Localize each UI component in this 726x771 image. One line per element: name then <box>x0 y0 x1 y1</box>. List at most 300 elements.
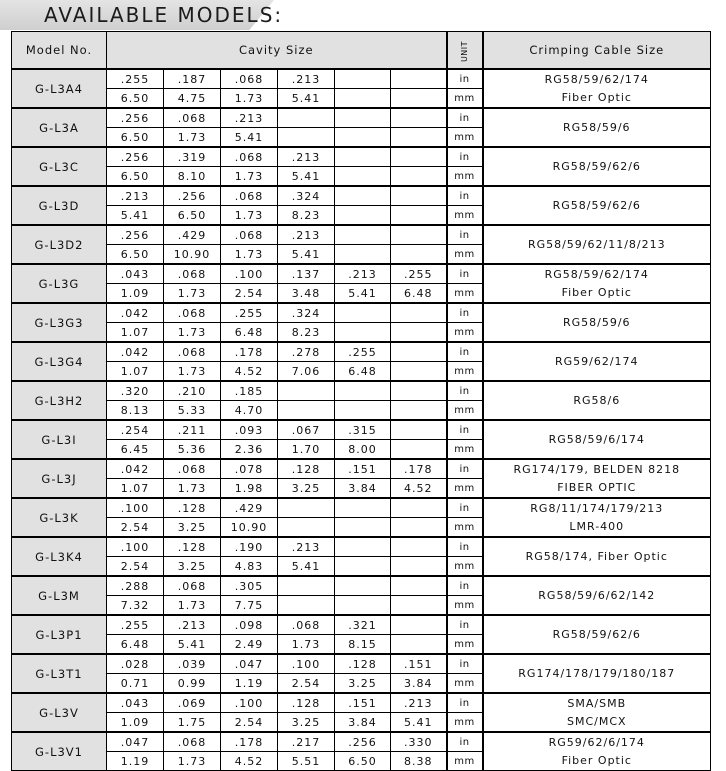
model-number: G-L3K <box>12 498 107 537</box>
cavity-value-mm <box>391 323 447 343</box>
cavity-value-mm: 1.75 <box>164 713 221 733</box>
model-row-in <box>12 615 711 635</box>
unit-in: in <box>447 615 483 635</box>
cavity-value-in <box>335 381 391 401</box>
cavity-value-mm: 6.45 <box>107 440 164 460</box>
cavity-value-in <box>391 303 447 323</box>
cavity-value-in <box>391 615 447 635</box>
cable-line: RG58/59/6 <box>562 120 631 134</box>
cavity-value-mm: 1.09 <box>107 284 164 304</box>
unit-in: in <box>447 537 483 557</box>
cavity-value-mm <box>391 362 447 382</box>
cavity-value-in <box>335 303 391 323</box>
model-number: G-L3I <box>12 420 107 459</box>
model-row-in <box>12 576 711 596</box>
unit-mm: mm <box>447 362 483 382</box>
model-number: G-L3T1 <box>12 654 107 693</box>
cavity-value-in: .255 <box>335 342 391 362</box>
cavity-value-in: .429 <box>164 225 221 245</box>
crimping-cable-size <box>483 108 711 147</box>
cavity-value-in: .288 <box>107 576 164 596</box>
header-cavity-size: Cavity Size <box>107 32 447 70</box>
cavity-value-mm <box>335 89 391 109</box>
cavity-value-mm: 8.10 <box>164 167 221 187</box>
header-model: Model No. <box>12 32 107 70</box>
model-row-in <box>12 732 711 752</box>
cavity-value-in: .047 <box>221 654 278 674</box>
cavity-value-in: .255 <box>221 303 278 323</box>
cavity-value-mm <box>278 128 335 148</box>
cavity-value-in <box>335 576 391 596</box>
cavity-value-in: .429 <box>221 498 278 518</box>
cavity-value-in <box>278 498 335 518</box>
header-unit: UNIT <box>447 32 483 70</box>
cavity-value-mm: 4.52 <box>391 479 447 499</box>
cavity-value-mm <box>391 89 447 109</box>
unit-in: in <box>447 654 483 674</box>
cable-line: RG58/59/62/6 <box>552 627 641 641</box>
model-number: G-L3G4 <box>12 342 107 381</box>
cavity-value-mm: 7.06 <box>278 362 335 382</box>
cavity-value-in: .278 <box>278 342 335 362</box>
cavity-value-mm: 1.19 <box>221 674 278 694</box>
cable-line: RG59/62/174 <box>554 354 639 368</box>
unit-in: in <box>447 108 483 128</box>
cavity-value-mm: 2.54 <box>278 674 335 694</box>
cavity-value-in: .256 <box>164 186 221 206</box>
cavity-value-in: .042 <box>107 303 164 323</box>
cavity-value-in <box>335 69 391 89</box>
model-number: G-L3A <box>12 108 107 147</box>
cavity-value-mm: 3.84 <box>335 479 391 499</box>
cavity-value-mm: 0.71 <box>107 674 164 694</box>
cavity-value-in: .043 <box>107 693 164 713</box>
model-number: G-L3K4 <box>12 537 107 576</box>
crimping-cable-size <box>483 537 711 576</box>
cavity-value-in <box>391 186 447 206</box>
cable-line: LMR-400 <box>569 519 625 533</box>
cable-line: RG58/6 <box>573 393 621 407</box>
crimping-cable-size <box>483 420 711 459</box>
cavity-value-in: .178 <box>221 732 278 752</box>
cavity-value-in: .213 <box>221 108 278 128</box>
cable-line: RG58/59/62/174 <box>544 72 649 86</box>
cavity-value-in: .255 <box>107 69 164 89</box>
header-row <box>12 32 711 70</box>
unit-in: in <box>447 576 483 596</box>
cavity-value-mm: 1.07 <box>107 362 164 382</box>
cavity-value-in: .213 <box>278 69 335 89</box>
unit-in: in <box>447 732 483 752</box>
cavity-value-mm <box>391 401 447 421</box>
cavity-value-mm: 7.32 <box>107 596 164 616</box>
model-row-in <box>12 498 711 518</box>
cavity-value-in <box>335 225 391 245</box>
cable-line: RG58/59/62/6 <box>552 198 641 212</box>
cavity-value-mm: 5.51 <box>278 752 335 771</box>
model-row-in <box>12 225 711 245</box>
cavity-value-in: .151 <box>335 693 391 713</box>
unit-mm: mm <box>447 401 483 421</box>
cavity-value-in: .068 <box>164 576 221 596</box>
cavity-value-mm: 10.90 <box>221 518 278 538</box>
crimping-cable-size <box>483 264 711 303</box>
header-crimping-cable: Crimping Cable Size <box>483 32 711 70</box>
cavity-value-mm <box>335 206 391 226</box>
cavity-value-in: .068 <box>164 342 221 362</box>
cavity-value-in <box>335 147 391 167</box>
model-row-in <box>12 303 711 323</box>
cable-line: RG58/59/62/174 <box>544 267 649 281</box>
cavity-value-mm: 5.41 <box>221 128 278 148</box>
unit-mm: mm <box>447 89 483 109</box>
cable-line: Fiber Optic <box>561 753 632 767</box>
cavity-value-in: .255 <box>391 264 447 284</box>
cavity-value-mm: 1.98 <box>221 479 278 499</box>
unit-mm: mm <box>447 752 483 771</box>
cavity-value-in <box>391 381 447 401</box>
cavity-value-mm: 1.09 <box>107 713 164 733</box>
cavity-value-in: .255 <box>107 615 164 635</box>
cavity-value-mm: 1.07 <box>107 323 164 343</box>
crimping-cable-size <box>483 576 711 615</box>
cavity-value-in: .128 <box>164 498 221 518</box>
cavity-value-mm: 5.41 <box>107 206 164 226</box>
cavity-value-mm: 3.84 <box>335 713 391 733</box>
cavity-value-in <box>278 381 335 401</box>
cavity-value-in <box>335 186 391 206</box>
model-row-in <box>12 381 711 401</box>
model-number: G-L3G <box>12 264 107 303</box>
cavity-value-mm: 6.48 <box>221 323 278 343</box>
unit-in: in <box>447 693 483 713</box>
cavity-value-mm: 1.73 <box>164 128 221 148</box>
cavity-value-in: .256 <box>107 147 164 167</box>
model-row-in <box>12 537 711 557</box>
cavity-value-in: .324 <box>278 186 335 206</box>
crimping-cable-size <box>483 654 711 693</box>
cavity-value-in: .213 <box>278 147 335 167</box>
cable-line: RG58/59/62/6 <box>552 159 641 173</box>
cavity-value-mm: 6.50 <box>335 752 391 771</box>
cable-line: Fiber Optic <box>561 285 632 299</box>
cavity-value-in: .068 <box>164 303 221 323</box>
cavity-value-mm: 3.84 <box>391 674 447 694</box>
crimping-cable-size <box>483 693 711 732</box>
cavity-value-in: .078 <box>221 459 278 479</box>
unit-mm: mm <box>447 596 483 616</box>
cable-line: RG174/179, BELDEN 8218 <box>513 462 681 476</box>
cavity-value-mm: 6.48 <box>107 635 164 655</box>
crimping-cable-size <box>483 69 711 108</box>
unit-in: in <box>447 186 483 206</box>
cavity-value-mm <box>391 245 447 265</box>
cavity-value-in: .213 <box>391 693 447 713</box>
cable-line: Fiber Optic <box>561 90 632 104</box>
cavity-value-mm: 6.50 <box>164 206 221 226</box>
cavity-value-in: .100 <box>221 264 278 284</box>
cavity-value-in: .128 <box>278 693 335 713</box>
cavity-value-in <box>335 108 391 128</box>
cavity-value-in: .068 <box>164 459 221 479</box>
unit-in: in <box>447 264 483 284</box>
cavity-value-in: .100 <box>107 498 164 518</box>
cavity-value-in: .178 <box>221 342 278 362</box>
cavity-value-mm: 2.54 <box>221 284 278 304</box>
cavity-value-mm <box>391 440 447 460</box>
cavity-value-in: .217 <box>278 732 335 752</box>
cable-line: RG58/59/62/11/8/213 <box>527 237 666 251</box>
cavity-value-mm: 1.73 <box>164 362 221 382</box>
cavity-value-in: .210 <box>164 381 221 401</box>
cavity-value-in: .100 <box>278 654 335 674</box>
unit-mm: mm <box>447 284 483 304</box>
cavity-value-in: .098 <box>221 615 278 635</box>
model-number: G-L3A4 <box>12 69 107 108</box>
cavity-value-mm: 5.41 <box>278 557 335 577</box>
cavity-value-in <box>391 537 447 557</box>
model-number: G-L3V1 <box>12 732 107 771</box>
model-row-in <box>12 147 711 167</box>
cavity-value-mm: 2.54 <box>107 557 164 577</box>
cavity-value-in <box>391 342 447 362</box>
unit-mm: mm <box>447 635 483 655</box>
cavity-value-mm: 1.73 <box>164 323 221 343</box>
model-number: G-L3J <box>12 459 107 498</box>
cavity-value-in: .100 <box>107 537 164 557</box>
crimping-cable-size <box>483 303 711 342</box>
cavity-value-mm: 1.73 <box>164 479 221 499</box>
unit-mm: mm <box>447 674 483 694</box>
crimping-cable-size <box>483 186 711 225</box>
cavity-value-in: .324 <box>278 303 335 323</box>
cavity-value-in: .213 <box>164 615 221 635</box>
cavity-value-mm <box>335 518 391 538</box>
unit-in: in <box>447 69 483 89</box>
cavity-value-in <box>335 498 391 518</box>
model-row-in <box>12 459 711 479</box>
cavity-value-mm: 5.36 <box>164 440 221 460</box>
cavity-value-in: .256 <box>335 732 391 752</box>
cavity-value-in: .213 <box>335 264 391 284</box>
unit-in: in <box>447 459 483 479</box>
cavity-value-in: .211 <box>164 420 221 440</box>
cable-line: SMC/MCX <box>566 714 627 728</box>
cavity-value-in: .190 <box>221 537 278 557</box>
cavity-value-in: .128 <box>164 537 221 557</box>
crimping-cable-size <box>483 459 711 498</box>
cavity-value-in: .256 <box>107 225 164 245</box>
model-number: G-L3V <box>12 693 107 732</box>
unit-mm: mm <box>447 713 483 733</box>
cavity-value-mm <box>391 518 447 538</box>
cavity-value-in <box>278 108 335 128</box>
unit-mm: mm <box>447 557 483 577</box>
model-number: G-L3C <box>12 147 107 186</box>
cavity-value-in: .213 <box>278 225 335 245</box>
cavity-value-mm <box>335 557 391 577</box>
cavity-value-in: .068 <box>221 225 278 245</box>
unit-mm: mm <box>447 518 483 538</box>
cavity-value-in: .047 <box>107 732 164 752</box>
cavity-value-mm: 2.49 <box>221 635 278 655</box>
cavity-value-in: .067 <box>278 420 335 440</box>
cavity-value-mm: 0.99 <box>164 674 221 694</box>
model-row-in <box>12 264 711 284</box>
model-number: G-L3G3 <box>12 303 107 342</box>
cavity-value-in: .319 <box>164 147 221 167</box>
cavity-value-mm: 2.54 <box>221 713 278 733</box>
unit-in: in <box>447 342 483 362</box>
cavity-value-mm: 4.52 <box>221 362 278 382</box>
cavity-value-mm: 4.75 <box>164 89 221 109</box>
cavity-value-mm: 3.25 <box>164 518 221 538</box>
cavity-value-mm: 5.41 <box>391 713 447 733</box>
cavity-value-in: .042 <box>107 342 164 362</box>
cavity-value-mm <box>335 401 391 421</box>
model-row-in <box>12 654 711 674</box>
cavity-value-in <box>278 576 335 596</box>
cavity-value-mm: 1.73 <box>164 752 221 771</box>
cavity-value-in: .128 <box>278 459 335 479</box>
cavity-value-in: .128 <box>335 654 391 674</box>
model-row-in <box>12 108 711 128</box>
cavity-value-mm: 7.75 <box>221 596 278 616</box>
cavity-value-in: .043 <box>107 264 164 284</box>
unit-mm: mm <box>447 479 483 499</box>
cable-line: RG58/59/6/174 <box>548 432 645 446</box>
cavity-value-in: .028 <box>107 654 164 674</box>
cavity-value-mm <box>391 557 447 577</box>
cavity-value-mm: 4.83 <box>221 557 278 577</box>
cavity-value-in: .213 <box>107 186 164 206</box>
model-number: G-L3M <box>12 576 107 615</box>
cavity-value-mm: 6.48 <box>335 362 391 382</box>
unit-in: in <box>447 225 483 245</box>
model-row-in <box>12 186 711 206</box>
cavity-value-in <box>335 537 391 557</box>
cavity-value-mm <box>335 245 391 265</box>
cavity-value-in <box>391 498 447 518</box>
cable-line: RG59/62/6/174 <box>548 735 645 749</box>
cavity-value-mm: 5.41 <box>335 284 391 304</box>
cavity-value-mm: 3.25 <box>278 713 335 733</box>
unit-mm: mm <box>447 167 483 187</box>
cavity-value-mm: 2.54 <box>107 518 164 538</box>
cavity-value-mm: 3.25 <box>278 479 335 499</box>
cavity-value-in: .185 <box>221 381 278 401</box>
cavity-value-in: .213 <box>278 537 335 557</box>
cable-line: FIBER OPTIC <box>557 480 637 494</box>
cavity-value-mm: 8.00 <box>335 440 391 460</box>
cavity-value-mm: 1.73 <box>164 596 221 616</box>
cavity-value-in: .187 <box>164 69 221 89</box>
cavity-value-in: .068 <box>164 108 221 128</box>
cavity-value-mm <box>335 596 391 616</box>
cavity-value-mm <box>391 635 447 655</box>
cavity-value-mm <box>391 596 447 616</box>
cavity-value-mm: 3.25 <box>335 674 391 694</box>
cavity-value-mm: 1.70 <box>278 440 335 460</box>
crimping-cable-size <box>483 147 711 186</box>
unit-mm: mm <box>447 323 483 343</box>
crimping-cable-size <box>483 615 711 654</box>
cavity-value-mm: 1.19 <box>107 752 164 771</box>
cavity-value-mm: 5.41 <box>278 245 335 265</box>
cavity-value-mm: 6.50 <box>107 245 164 265</box>
cavity-value-in: .068 <box>278 615 335 635</box>
cavity-value-in: .137 <box>278 264 335 284</box>
page-title: AVAILABLE MODELS: <box>44 3 284 27</box>
model-row-in <box>12 420 711 440</box>
cavity-value-mm: 1.73 <box>278 635 335 655</box>
unit-in: in <box>447 381 483 401</box>
unit-mm: mm <box>447 128 483 148</box>
cavity-value-mm: 5.41 <box>278 167 335 187</box>
cavity-value-mm <box>278 401 335 421</box>
cavity-value-mm <box>278 596 335 616</box>
cavity-value-mm: 8.13 <box>107 401 164 421</box>
crimping-cable-size <box>483 342 711 381</box>
model-row-in <box>12 342 711 362</box>
cavity-value-mm: 8.23 <box>278 323 335 343</box>
crimping-cable-size <box>483 225 711 264</box>
unit-in: in <box>447 147 483 167</box>
cavity-value-mm: 8.15 <box>335 635 391 655</box>
cable-line: SMA/SMB <box>567 696 627 710</box>
cavity-value-in: .254 <box>107 420 164 440</box>
cavity-value-in: .093 <box>221 420 278 440</box>
cavity-value-mm <box>391 167 447 187</box>
cavity-value-in: .100 <box>221 693 278 713</box>
cable-line: RG58/59/6/62/142 <box>538 588 656 602</box>
models-table <box>11 31 711 771</box>
cavity-value-mm: 3.25 <box>164 557 221 577</box>
cavity-value-in: .151 <box>391 654 447 674</box>
cavity-value-mm: 1.73 <box>164 284 221 304</box>
models-body <box>12 69 711 771</box>
cavity-value-in <box>391 69 447 89</box>
cavity-value-mm: 10.90 <box>164 245 221 265</box>
cavity-value-mm: 4.52 <box>221 752 278 771</box>
unit-in: in <box>447 498 483 518</box>
cavity-value-in <box>391 576 447 596</box>
cavity-value-in: .068 <box>164 264 221 284</box>
cavity-value-mm <box>335 167 391 187</box>
cavity-value-in: .151 <box>335 459 391 479</box>
cavity-value-mm: 5.33 <box>164 401 221 421</box>
cavity-value-in: .068 <box>221 147 278 167</box>
unit-mm: mm <box>447 440 483 460</box>
cavity-value-in: .068 <box>164 732 221 752</box>
cavity-value-in: .321 <box>335 615 391 635</box>
cavity-value-in: .178 <box>391 459 447 479</box>
cavity-value-mm: 6.48 <box>391 284 447 304</box>
unit-in: in <box>447 420 483 440</box>
cavity-value-in: .320 <box>107 381 164 401</box>
cavity-value-in: .330 <box>391 732 447 752</box>
cavity-value-mm: 3.48 <box>278 284 335 304</box>
cavity-value-in <box>391 147 447 167</box>
crimping-cable-size <box>483 732 711 771</box>
cavity-value-in: .068 <box>221 186 278 206</box>
cavity-value-in <box>391 420 447 440</box>
cavity-value-in: .305 <box>221 576 278 596</box>
cable-line: RG8/11/174/179/213 <box>530 501 664 515</box>
cavity-value-mm: 2.36 <box>221 440 278 460</box>
cavity-value-mm: 1.73 <box>221 206 278 226</box>
cavity-value-mm: 4.70 <box>221 401 278 421</box>
